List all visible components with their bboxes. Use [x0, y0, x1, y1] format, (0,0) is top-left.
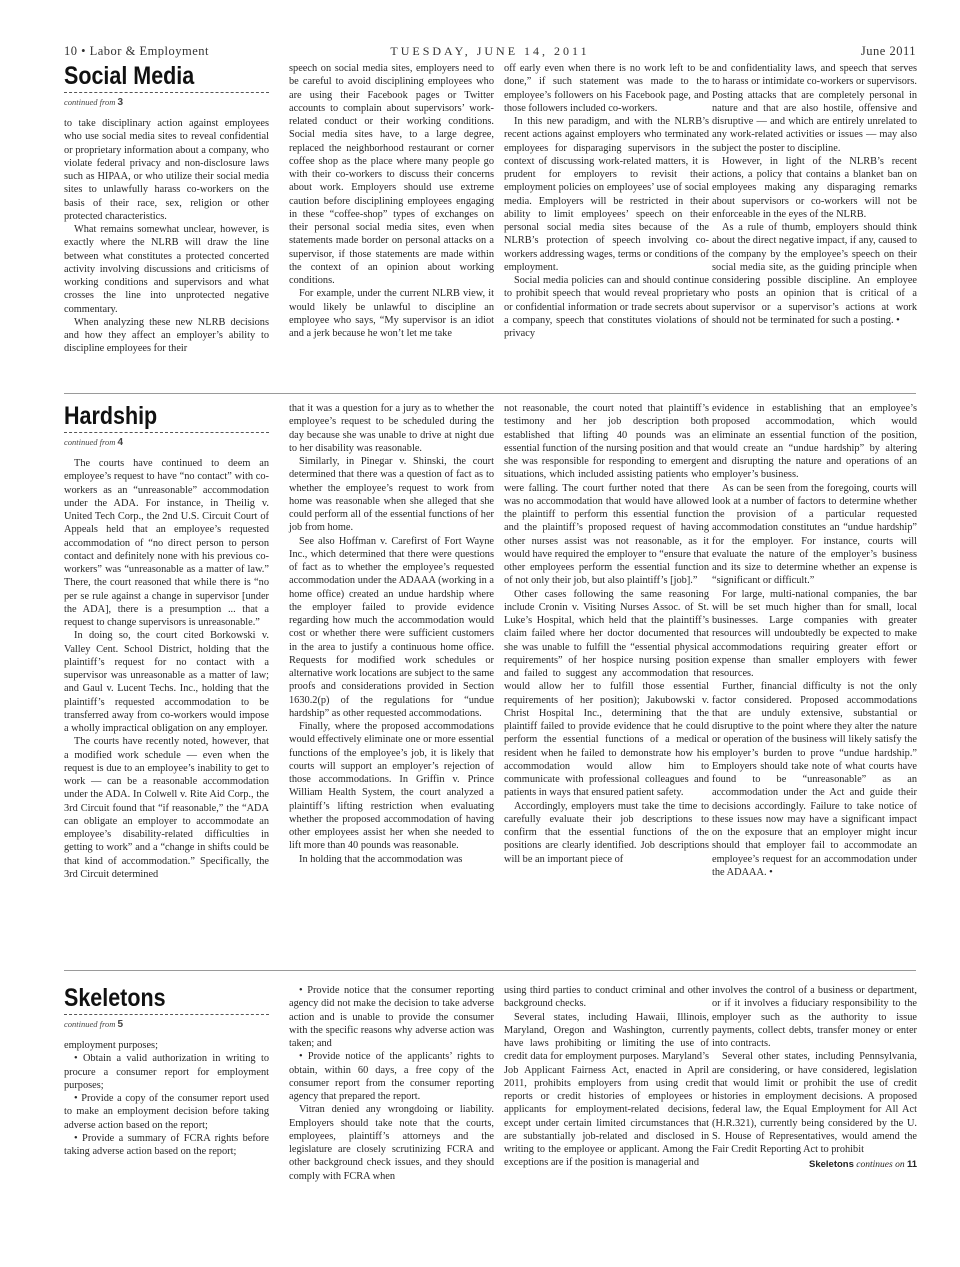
- bullet-item: • Provide notice of the applicants’ rights to obtain, within 60 days, a free copy of the consumer report from the consumer reporting agency that prepared the report.: [289, 1051, 494, 1102]
- article-title: Hardship: [64, 402, 158, 430]
- article-column: [289, 62, 494, 340]
- article-skeletons: [64, 984, 916, 1214]
- article-column: [289, 402, 494, 866]
- bullet-item: • Provide a copy of the consumer report used to make an employment decision before taking adverse action based on the report;: [64, 1093, 269, 1131]
- paragraph: off early even when there is no work left to be done,” if such statement was made to the employee’s followers on his Facebook page, and those followers included co-workers.: [504, 63, 709, 114]
- paragraph: evidence in establishing that an employee’s proposed accommodation, which would eliminate an essential function of the position, would create an “undue hardship” by altering and disrupting the nature and operations of an employer’s business.: [712, 403, 917, 481]
- paragraph: Further, financial difficulty is not the only factor considered. Proposed accommodations that are unduly extensive, substantial or disruptive to the point where they alter the nature or operation of the business will likely satisfy the employer’s burden to prove “undue hardship.” Employers should take note of what courts have found to be “unreasonable” as an accommodation under the Act and guide their decisions accordingly. Failure to take notice of these issues now may have a significant impact on the exposure that an employer might incur should that employer fail to accommodate an employee’s request for an accommodation under the ADAAA. •: [712, 681, 917, 878]
- paragraph: For example, under the current NLRB view, it would likely be unlawful to discipline an employee who says, “My supervisor is an idiot and a jerk because he won’t let me take: [289, 288, 494, 339]
- paragraph: employment purposes;: [64, 1040, 158, 1051]
- page-header: [64, 44, 916, 64]
- header-issue: June 2011: [860, 44, 916, 58]
- paragraph: Accordingly, employers must take the time to carefully evaluate their job descriptions to confirm that the essential functions of the positions are clearly identified. Job descriptions will be an important piece of: [504, 800, 709, 865]
- article-column: [64, 402, 269, 881]
- paragraph: not reasonable, the court noted that plaintiff’s testimony and her job description both established that lifting 40 pounds was an essential function of the nursing position and that she was responsible for responding to emergent situations, which included assisting patients who were falling. The court further noted that there was no accommodation that would have allowed the plaintiff to perform this essential function and the plaintiff’s proposed request of having other nurses assist was not reasonable, as it would have required the employer to “ensure that other employees perform the essential function of not only their job, but also plaintiff’s [job].”: [504, 403, 709, 587]
- paragraph: using third parties to conduct criminal and other background checks.: [504, 985, 709, 1010]
- paragraph: However, in light of the NLRB’s recent actions, a policy that contains a blanket ban on employees making any disparaging remarks about supervisors or co-workers will not be enforceable in the eyes of the NLRB.: [712, 155, 917, 220]
- article-column: [712, 62, 917, 327]
- article-column: [504, 984, 709, 1170]
- header-date: TUESDAY, JUNE 14, 2011: [390, 44, 590, 58]
- title-divider: [64, 432, 269, 433]
- article-column: [64, 984, 269, 1158]
- paragraph: and confidentiality laws, and speech that serves to harass or intimidate co-workers or supervisors. Posting attacks that are completely personal in nature and that are also hostile, offensive and disruptive — and which are entirely unrelated to any work-related activities or issues — may also subject the poster to discipline.: [712, 63, 917, 154]
- paragraph: In holding that the accommodation was: [299, 853, 463, 865]
- article-column: [712, 984, 917, 1173]
- paragraph: The courts have recently noted, however, that a modified work schedule — even when the request is due to an employee’s inability to get to work — can be a reasonable accommodation under the ADA. In Colwell v. Rite Aid Corp., the 3rd Circuit found that “if reasonable,” the “ADA can obligate an employer to accommodate an employee’s disability-related difficulties in getting to work” and a “change in shifts could be that kind of accommodation.” Specifically, the 3rd Circuit determined: [64, 736, 269, 880]
- article-column: [289, 984, 494, 1183]
- article-column: [64, 62, 269, 356]
- article-social-media: [64, 62, 916, 387]
- article-title: Skeletons: [64, 984, 166, 1012]
- continued-from: continued from 3: [64, 97, 124, 108]
- paragraph: When analyzing these new NLRB decisions and how they affect an employer’s ability to discipline employees for their: [64, 316, 269, 355]
- paragraph: The courts have continued to deem an employee’s request to have “no contact” with co-workers as an “unreasonable” accommodation under the ADA. For instance, in Theilig v. United Tech Corp., the 2nd U.S. Circuit Court of Appeals held that an employee’s requested accommodation of “no direct person to person contact and definitely none with his previous co-workers” was “unreasonable as a matter of law.” There, the court reasoned that while there is “no per se rule against a change in supervisor [under the ADA], there is a presumption ... that a request to change supervisors is unreasonable.”: [64, 458, 269, 628]
- continued-from: continued from 5: [64, 1019, 124, 1030]
- paragraph: What remains somewhat unclear, however, is exactly where the NLRB will draw the line between what constitutes a protected concerted activity involving discussions and criticisms of working conditions and supervisors and what crosses the line into unprotected negative commentary.: [64, 224, 269, 315]
- paragraph: Several states, including Hawaii, Illinois, Maryland, Oregon and Washington, currently have laws prohibiting or limiting the use of credit data for employment purposes. Maryland’s Job Applicant Fairness Act, enacted in April 2011, prohibits employers from using credit reports or credit histories of employees or applicants for employment-related decisions, except under certain limited circumstances that are substantially job-related and disclosed in writing to the employee or applicant. Among the exceptions are if the position is managerial and: [504, 1011, 709, 1169]
- section-divider: [64, 970, 916, 971]
- paragraph: Similarly, in Pinegar v. Shinski, the court determined that there was a question of fact as to whether the employee’s request to work from home was reasonable when she alleged that she could perform all of the essential functions of her job from home.: [289, 456, 494, 534]
- article-column: [504, 62, 709, 340]
- paragraph: involves the control of a business or department, or if it involves a fiduciary responsibility to the employer such as the authority to issue payments, collect debts, transfer money or enter into contracts.: [712, 985, 917, 1049]
- article-column: [712, 402, 917, 879]
- bullet-item: • Provide notice that the consumer reporting agency did not make the decision to take adverse action and is unable to provide the consumer with the specific reasons why adverse action was taken; and: [289, 985, 494, 1049]
- paragraph: As a rule of thumb, employers should think about the direct negative impact, if any, caused to the company by the employee’s speech on their social media site, as the guiding principle when considering possible discipline. An employee who posts an opinion that is critical of a supervisor or a supervisor’s actions at work should not be terminated for such a posting. •: [712, 222, 917, 326]
- paragraph: Several other states, including Pennsylvania, are considering, or have considered, legislation that would limit or prohibit the use of credit histories in employment decisions. A proposed federal law, the Equal Employment for All Act (H.R.321), currently being considered by the U. S. House of Representatives, would amend the Fair Credit Reporting Act to prohibit: [712, 1051, 917, 1155]
- paragraph: speech on social media sites, employers need to be careful to avoid disciplining employees who are using their Facebook pages or Twitter accounts to complain about supervisors’ work-related conduct or their working conditions. Social media sites have, to a large degree, replaced the neighborhood restaurant or corner coffee shop as the place where many people go with their co-workers to discuss their concerns about work. Employers should use extreme caution before disciplining employees engaging in these “coffee-shop” types of exchanges on their personal social media sites, even when statements made border on personal attacks on a supervisor, if those statements are made within the context of an opinion about working conditions.: [289, 63, 494, 286]
- paragraph: that it was a question for a jury as to whether the employee’s request to be scheduled during the day because she was unable to drive at night due to her disability was reasonable.: [289, 403, 494, 454]
- paragraph: to take disciplinary action against employees who use social media sites to reveal confidential or proprietary information about a company, who violate federal privacy and non-disclosure laws such as HIPAA, or who utilize their social media sites to unlawfully harass co-workers on the basis of their race, sex, religion or other protected characteristics.: [64, 118, 269, 222]
- paragraph: Other cases following the same reasoning include Cronin v. Visiting Nurses Assoc. of St. Luke’s Hospital, which held that the plaintiff’s claim failed where her doctor documented that she was unable to fulfill the “essential physical requirements” of her hospice nursing position and failed to suggest any accommodation that would allow her to fulfill those essential requirements of her position); Jakubowski v. Christ Hospital Inc., determining that the plaintiff failed to provide evidence that he could perform the essential functions of a medical resident when he failed to demonstrate how his accommodation would allow him to communicate with professional colleagues and patients in ways that ensured patient safety.: [504, 588, 709, 799]
- jump-line[interactable]: Skeletons continues on 11: [809, 1159, 917, 1171]
- bullet-item: • Obtain a valid authorization in writing to procure a consumer report for employment purposes;: [64, 1053, 269, 1091]
- paragraph: In doing so, the court cited Borkowski v. Valley Cent. School District, holding that the plaintiff’s request for no contact with a supervisor was unreasonable as a matter of law; and Gaul v. Lucent Techs. Inc., holding that the plaintiff’s requested accommodation to be transferred away from co-workers would impose a wholly impractical obligation on any employer.: [64, 630, 269, 734]
- bullet-item: • Provide a summary of FCRA rights before taking adverse action based on the report;: [64, 1132, 269, 1157]
- paragraph: In this new paradigm, and with the NLRB’s recent actions against employers who terminated employees for disparaging supervisors in the context of discussing work-related matters, it is prudent for employers to revisit their employment policies on employees’ use of social media. Employers will be restricted in their ability to limit employees’ speech on their personal social media sites because of the NLRB’s protection of speech involving co-workers addressing wages, terms or conditions of employment.: [504, 116, 709, 273]
- article-hardship: [64, 402, 916, 962]
- paragraph: Finally, where the proposed accommodations would effectively eliminate one or more essential functions of the employee’s job, it is likely that courts will support an employer’s rejection of those accommodations. In Griffin v. Prince William Health System, the court analyzed a plaintiff’s lifting restriction when evaluating whether the proposed accommodation of having other employees assist her when she needed to lift more than 40 pounds was reasonable.: [289, 721, 494, 852]
- paragraph: Vitran denied any wrongdoing or liability. Employers should take note that the courts, employees, plaintiff’s attorneys and the legislature are closely scrutinizing FCRA and other background check issues, and they should comply with FCRA when: [289, 1104, 494, 1182]
- section-divider: [64, 393, 916, 394]
- article-column: [504, 402, 709, 866]
- continued-from: continued from 4: [64, 437, 124, 448]
- header-section-label: 10 • Labor & Employment: [64, 44, 210, 58]
- title-divider: [64, 92, 269, 93]
- title-divider: [64, 1014, 269, 1015]
- paragraph: For large, multi-national companies, the bar will be set much higher than for small, local businesses. Large companies with greater resources will undoubtedly be expected to make accommodations requiring greater effort or expense than smaller employers with fewer resources.: [712, 588, 917, 679]
- article-title: Social Media: [64, 62, 195, 90]
- paragraph: Social media policies can and should continue to prohibit speech that would reveal proprietary or confidential information or trade secrets about a company, speech that constitutes violations of privacy: [504, 275, 709, 339]
- paragraph: As can be seen from the foregoing, courts will look at a number of factors to determine whether the provision of a particular requested accommodation constitutes an “undue hardship” for the employer. For instance, courts will evaluate the nature of the employer’s business and its size to determine whether an expense is “significant or difficult.”: [712, 482, 917, 587]
- paragraph: See also Hoffman v. Carefirst of Fort Wayne Inc., which determined that there were questions of fact as to whether the employee’s requested accommodation under the ADAAA (working in a home office) created an undue hardship where the employer failed to provide evidence regarding how much the accommodation would cost or whether there were sufficient customers in the area to justify a continuous home office. Requests for modified work schedules or alternative work locations are subject to the same proofs and considerations provided in Section 1630.2(p) of the regulations for “undue hardship” as other requested accommodations.: [289, 535, 494, 719]
